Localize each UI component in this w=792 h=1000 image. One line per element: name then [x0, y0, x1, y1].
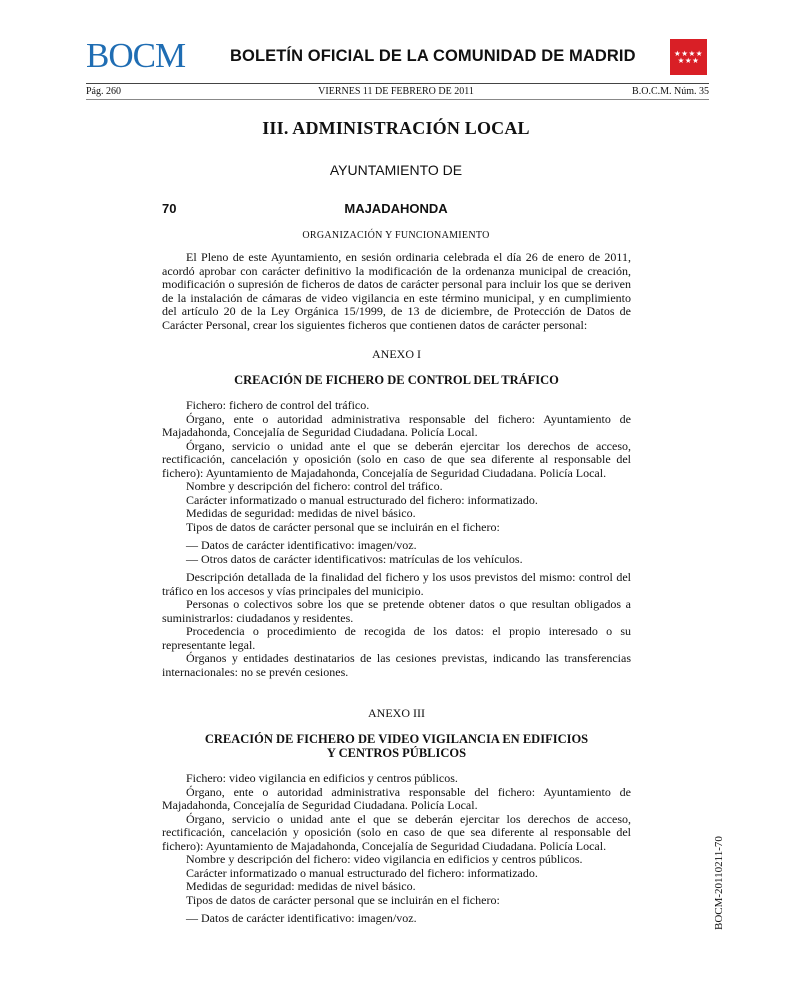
municipality-name: MAJADAHONDA [344, 201, 448, 216]
issue-date: VIERNES 11 DE FEBRERO DE 2011 [318, 86, 474, 97]
paragraph: Fichero: video vigilancia en edificios y centros públicos. [186, 771, 458, 785]
header-title: BOLETÍN OFICIAL DE LA COMUNIDAD DE MADRID [230, 47, 636, 65]
paragraph: Órgano, ente o autoridad administrativa responsable del fichero: Ayuntamiento de Majadahonda, Concejalía de Seguridad Ciudadana. Policía Local. [162, 411, 631, 439]
paragraph: Medidas de seguridad: medidas de nivel básico. [186, 506, 416, 520]
issue-number: B.O.C.M. Núm. 35 [632, 86, 709, 97]
bocm-logo: BOCM [86, 36, 186, 75]
dash-item: — Datos de carácter identificativo: imagen/voz. [186, 911, 417, 925]
paragraph: Personas o colectivos sobre los que se pretende obtener datos o que resultan obligados a suministrarlos: ciudadanos y residentes. [162, 597, 631, 625]
page-number: Pág. 260 [86, 86, 121, 97]
anexo-1-title: CREACIÓN DE FICHERO DE CONTROL DEL TRÁFICO [234, 373, 559, 387]
meta-rule [86, 99, 709, 100]
ayuntamiento-label: AYUNTAMIENTO DE [329, 162, 463, 178]
madrid-flag-icon [670, 39, 707, 75]
paragraph: Órgano, ente o autoridad administrativa responsable del fichero: Ayuntamiento de Majadahonda, Concejalía de Seguridad Ciudadana. Policía Local. [162, 784, 631, 812]
entry-number: 70 [162, 201, 177, 216]
paragraph: Nombre y descripción del fichero: video vigilancia en edificios y centros públicos. [186, 852, 583, 866]
flag-stars-top: ★★★★ [674, 49, 703, 58]
dash-item: — Datos de carácter identificativo: imagen/voz. [186, 538, 417, 552]
anexo-3-title-line-2: Y CENTROS PÚBLICOS [326, 745, 467, 760]
paragraph: Medidas de seguridad: medidas de nivel básico. [186, 879, 416, 893]
side-code-text: BOCM-20110211-70 [713, 836, 725, 930]
subsection-title: ORGANIZACIÓN Y FUNCIONAMIENTO [302, 230, 490, 241]
paragraph: Nombre y descripción del fichero: control del tráfico. [186, 479, 443, 493]
paragraph: Órgano, servicio o unidad ante el que se deberán ejercitar los derechos de acceso, rectificación, cancelación y oposición (solo en caso de que sea diferente al responsable del fichero): Ayuntamiento de Majadahonda, Concejalía de Seguridad Ciudadana. Policía Local. [162, 438, 631, 480]
paragraph: Carácter informatizado o manual estructurado del fichero: informatizado. [186, 492, 538, 507]
anexo-3-title [162, 733, 631, 760]
paragraph: Procedencia o procedimiento de recogida de los datos: el propio interesado o su representante legal. [162, 624, 631, 652]
anexo-1-body [162, 399, 631, 679]
side-code [713, 830, 733, 930]
paragraph: Fichero: fichero de control del tráfico. [186, 398, 370, 412]
header-rule [86, 83, 709, 84]
paragraph: Órgano, servicio o unidad ante el que se deberán ejercitar los derechos de acceso, rectificación, cancelación y oposición (solo en caso de que sea diferente al responsable del fichero): Ayuntamiento de Majadahonda, Concejalía de Seguridad Ciudadana. Policía Local. [162, 811, 631, 853]
paragraph: Tipos de datos de carácter personal que se incluirán en el fichero: [186, 892, 500, 907]
dash-item: — Otros datos de carácter identificativos: matrículas de los vehículos. [186, 551, 523, 566]
paragraph: Carácter informatizado o manual estructurado del fichero: informatizado. [186, 865, 538, 880]
anexo-1-label: ANEXO I [372, 347, 421, 361]
paragraph: Tipos de datos de carácter personal que se incluirán en el fichero: [186, 519, 500, 534]
flag-stars-bottom: ★★★ [677, 56, 700, 65]
paragraph: Órganos y entidades destinatarios de las cesiones previstas, indicando las transferencias internacionales: no se prevén cesiones. [162, 651, 631, 679]
section-title: III. ADMINISTRACIÓN LOCAL [262, 118, 530, 138]
anexo-3-title-line-1: CREACIÓN DE FICHERO DE VIDEO VIGILANCIA EN EDIFICIOS [204, 732, 589, 746]
intro-paragraph: El Pleno de este Ayuntamiento, en sesión ordinaria celebrada el día 26 de enero de 2011, acordó aprobar con carácter definitivo la modificación de la ordenanza municipal de creación, modificación o supresión de ficheros de datos de carácter personal para incluir los que se deriven de la instalación de cámaras de video vigilancia en este término municipal, y en cumplimiento del artículo 20 de la Ley Orgánica 15/1999, de 13 de diciembre, de Protección de Datos de Carácter Personal, crear los siguientes ficheros que contienen datos de carácter personal: [162, 250, 631, 332]
paragraph: Descripción detallada de la finalidad del fichero y los usos previstos del mismo: control del tráfico en los accesos y vías principales del municipio. [162, 570, 631, 598]
anexo-3-body [162, 772, 631, 926]
anexo-3-label: ANEXO III [368, 706, 425, 720]
